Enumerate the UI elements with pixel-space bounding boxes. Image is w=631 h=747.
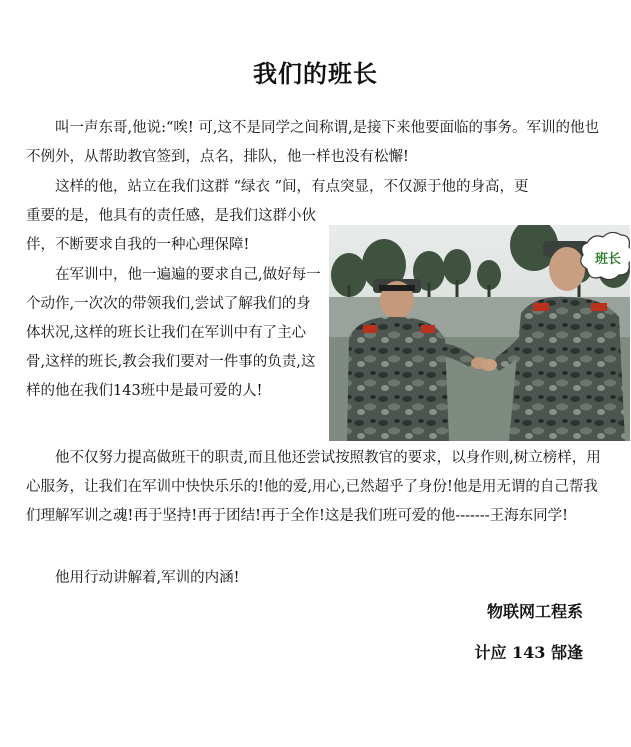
paragraph-4: 他不仅努力提高做班干的职责,而且他还尝试按照教官的要求，以身作则,树立榜样，用心服务，让我们在军训中快快乐乐的!他的爱,用心,已然超乎了身份!他是用无谓的自己帮我们理解军训之魂!再于坚持!再于团结!再于全作!这是我们班可爱的他-------王海东同学! [26,450,601,524]
signature-author: 计应 143 郜逢 [474,643,583,662]
military-training-photo [329,225,630,441]
article-title: 我们的班长 [253,60,378,88]
paragraph-1: 叫一声东哥,他说:“唉! 可,这不是同学之间称谓,是接下来他要面临的事务。军训的他也不例外，从帮助教官签到，点名，排队，他一样也没有松懈! [26,120,600,165]
paragraph-2-first-line: 这样的他，站立在我们这群 “绿衣 ”间，有点突显，不仅源于他的身高，更 [55,179,529,195]
badge-label: 班长 [594,252,622,267]
paragraph-3: 在军训中，他一遍遍的要求自己,做好每一个动作,一次次的带领我们,尝试了解我们的身体状况,这样的班长让我们在军训中有了主心骨,这样的班长,教会我们要对一件事的负责,这样的他在我们143班中是最可爱的人! [26,267,321,399]
paragraph-2-rest: 重要的是，他具有的责任感，是我们这群小伙伴，不断要求自我的一种心理保障! [26,208,316,253]
paragraph-5: 他用行动讲解着,军训的内涵! [55,570,240,586]
signature-department: 物联网工程系 [486,602,583,621]
photo-illustration [329,225,630,441]
